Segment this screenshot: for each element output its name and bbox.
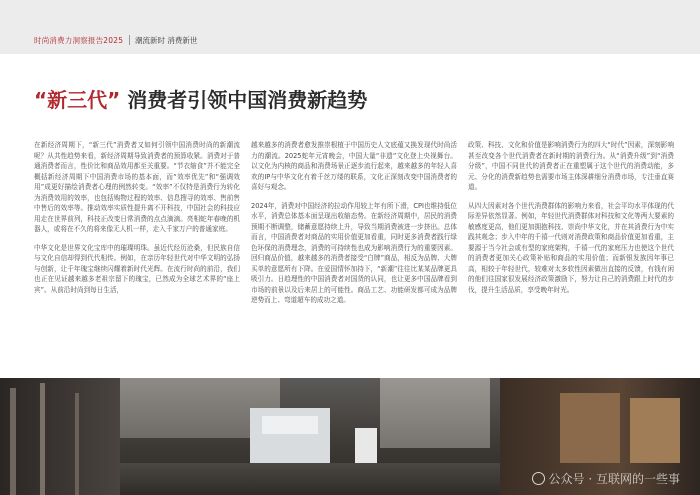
paragraph: 在新经济周期下，“新三代”消费者又如何引领中国消费时尚的新潮流呢？从共性趋势来看，新经济周期导致消费者的预算收紧。消费对于普通消费者而言，性价比和商品效用都至关重要。“节衣缩食”并不能完全概括新经济周期下中国消费市场的基本面，而“效率优先”和“强调效用”成更好描绘消费者心理的例然转变。“效率”不仅特是消费行为转化为消费效用的效率，也包括购物过程的效率、信息搜寻的效率、售前售中售后的效率等。推动效率实质性提升离不开科技，中国社会的科技应用走在世界前列，科技正改变日常消费的点点滴滴。亮相蛇年春晚的机器人，或将在不久的将来像无人机一样，走入千家万户的普通家庭。 (34, 141, 240, 233)
report-name: 时尚消费力洞察报告2025 (34, 36, 124, 45)
wechat-icon (532, 472, 545, 485)
watermark (532, 470, 680, 487)
paragraph: 从四大因素对各个世代消费群体的影响力来看，社会平均水平体现的代际差异依然显著。例如，年轻世代消费群体对科技和文化等两大要素的敏感度更高，他们更加拥抱科技、崇尚中华文化，并在其消费行为中实践其观念；步入中年的千禧一代则对消费政策和商品价值更加看重，主要源于当今社会或有型的家庭架构，千禧一代的家庭压力也使这个世代的消费者更加关心政策补贴和商品的实用价值；而新银发族因年事已高，相较于年轻世代，较难对太多软性因素做出直接的反馈，有钱有闲的他们往国家很发展经济政策激励下，努力让自己的消费跟上时代的步伐，提升生活品质，享受晚年时光。 (468, 201, 674, 294)
paragraph: 政策、科技、文化和价值是影响消费行为的四大“时代”因素，深刻影响甚至改变各个世代消费者在新时期的消费行为。从“消费升级”到“消费分级”，中国不同世代的消费者正在重塑属于这个世代的消费动能，多元、分化的消费新趋势也需要市场主体深耕细分消费市场，专注垂直赛道。 (468, 141, 674, 191)
watermark-text: 公众号 · 互联网的一些事 (548, 472, 680, 486)
shopping-mall-photo (0, 378, 700, 495)
paragraph: 2024年，消费对中国经济的拉动作用较上年有所下滑，CPI也维持低位水平，消费总体基本面呈现出收缩态势。在新经济周期中，居民的消费预期不断调整，储蓄意愿持续上升，导致当期消费被进一步挤出。总体而言，中国消费者对商品的实用价值更加看重，同时更多消费者践行绿色环保的消费理念，消费的可持续性也成为影响消费行为的重要因素。回归商品价值，越来越多的消费者接受“白牌”商品，相反为品牌、大牌买单的意愿所有下降。在爱国情怀加持下，“新潮”往往比某某品牌更具吸引力。日趋理性的中国消费者对国货的认同，也让更多中国品牌看到市场的前景以及后来居上的可能性。商品工艺、功能研发都可成为品牌逆势而上、弯道超车的成功之道。 (251, 201, 457, 304)
paragraph: 中华文化是世界文化宝库中的璀璨明珠。虽近代经历沧桑，但民族自信与文化自信却得到代代相传。例如，在亲历年轻世代对中华文明的弘扬与创新，让千年瑰宝继续闪耀着新时代光辉。在流行时尚的前沿，我们也正在见证越来越多老祖宗留下的瑰宝，已然成为全球艺术界的“座上宾”。从前沿时尚到每日生活， (34, 243, 240, 294)
paragraph: 越来越多的消费者愈发推崇根植于中国历史人文底蕴又换发现代时尚活力的潮流。2025蛇年元宵晚会，中国大量“非遗”文化登上央视舞台。以文化为内核的商品和消费场景正逐步流行起来，越来越多的年轻人喜欢的IP与中华文化有着千丝万缕的联系，文化正深刻改变中国消费者的喜好与观念。 (251, 141, 457, 191)
page-title (34, 84, 367, 113)
title-rest: 消费者引领中国消费新趋势 (120, 88, 368, 112)
header-divider (129, 35, 130, 45)
text-column-1 (34, 140, 240, 303)
text-column-2 (251, 140, 457, 314)
text-column-3 (468, 140, 674, 303)
header-subtitle: 潮流新时 消费新世 (135, 36, 198, 45)
title-accent: “新三代” (34, 88, 121, 112)
